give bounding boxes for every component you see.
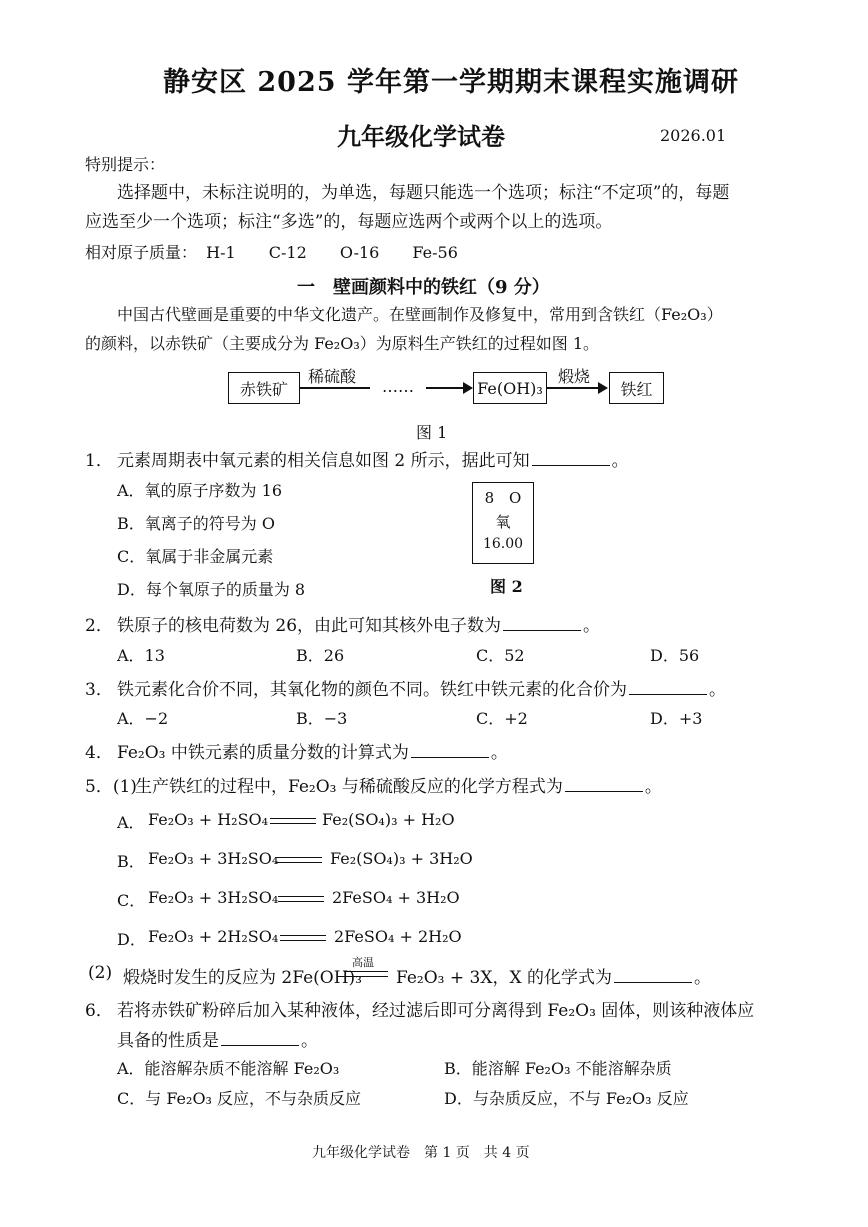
section-intro-2: 的颜料，以赤铁矿（主要成分为 Fe₂O₃）为原料生产铁红的过程如图 1。 [85, 334, 599, 353]
q5-option-b-right: Fe₂(SO₄)₃ + 3H₂O [330, 849, 473, 868]
question-1-end: 。 [611, 451, 629, 471]
element-number: 8 [484, 489, 495, 507]
equals-sign [278, 896, 324, 902]
q2-option-b[interactable]: B．26 [296, 646, 345, 665]
equals-sign [344, 971, 388, 977]
atomic-mass-row [85, 240, 458, 263]
q5-option-c-right: 2FeSO₄ + 3H₂O [332, 888, 460, 907]
equals-sign [270, 818, 316, 824]
question-5-stem: 生产铁红的过程中，Fe₂O₃ 与稀硫酸反应的化学方程式为 [135, 777, 563, 797]
flow-arrowhead-3 [598, 382, 608, 394]
atomic-mass-o: O-16 [339, 243, 380, 262]
question-2-number: 2． [85, 616, 113, 636]
question-5-end: 。 [644, 777, 662, 797]
element-mass: 16.00 [482, 536, 524, 552]
question-4-stem-row [117, 738, 508, 763]
question-4-end: 。 [490, 743, 508, 763]
q1-option-a[interactable]: A．氧的原子序数为 16 [117, 481, 283, 500]
q1-option-d[interactable]: D．每个氧原子的质量为 8 [117, 580, 306, 599]
q5-option-c-left: Fe₂O₃ + 3H₂SO₄ [148, 888, 279, 907]
notice-line-1: 选择题中，未标注说明的，为单选，每题只能选一个选项；标注“不定项”的，每题 [117, 183, 730, 203]
question-4-number: 4． [85, 743, 113, 763]
section-intro-1: 中国古代壁画是重要的中华文化遗产。在壁画制作及修复中，常用到含铁红（Fe₂O₃） [117, 305, 723, 324]
flow-dots: …… [382, 377, 414, 396]
flow-box-feoh3: Fe(OH)₃ [473, 372, 547, 404]
q5-option-d-right: 2FeSO₄ + 2H₂O [334, 927, 462, 946]
q5-option-a-label: A． [117, 813, 145, 832]
question-6-stem-2: 具备的性质是 [117, 1031, 219, 1051]
exam-date: 2026.01 [660, 126, 727, 145]
q6-option-c[interactable]: C．与 Fe₂O₃ 反应，不与杂质反应 [117, 1089, 362, 1108]
answer-blank[interactable] [614, 968, 692, 983]
q1-option-c[interactable]: C．氧属于非金属元素 [117, 547, 274, 566]
equals-sign [276, 857, 322, 863]
q6-option-a[interactable]: A．能溶解杂质不能溶解 Fe₂O₃ [117, 1059, 340, 1078]
figure-2-element-box [472, 482, 534, 564]
question-2-stem-row [117, 611, 600, 636]
notice-heading: 特别提示： [85, 155, 166, 174]
answer-blank[interactable] [503, 616, 581, 631]
question-3-end: 。 [709, 680, 726, 700]
question-5-number: 5．(1) [85, 777, 137, 797]
exam-title: 静安区 2025 学年第一学期期末课程实施调研 [163, 67, 739, 98]
page-footer: 九年级化学试卷 第 1 页 共 4 页 [312, 1145, 530, 1161]
q3-option-c[interactable]: C．+2 [476, 709, 528, 728]
question-3-stem-row [117, 675, 726, 700]
element-symbol: O [509, 489, 522, 507]
question-5-stem-row [135, 772, 662, 797]
flow-arrow-2-line [426, 387, 464, 389]
q1-option-b[interactable]: B．氧离子的符号为 O [117, 514, 275, 533]
element-name: 氧 [495, 513, 511, 531]
question-2-end: 。 [583, 616, 601, 636]
question-5-part-2-number: (2) [88, 963, 113, 983]
atomic-mass-c: C-12 [268, 243, 307, 262]
question-5-part-2-rest-row [396, 963, 711, 988]
question-4-stem: Fe₂O₃ 中铁元素的质量分数的计算式为 [117, 743, 409, 763]
flow-arrow-3-line [547, 387, 599, 389]
question-1-number: 1． [85, 451, 113, 471]
question-6-stem-1: 若将赤铁矿粉碎后加入某种液体，经过滤后即可分离得到 Fe₂O₃ 固体，则该种液体应 [117, 1001, 755, 1021]
question-6-end: 。 [301, 1031, 318, 1051]
flow-arrow-3-label: 煅烧 [558, 367, 591, 386]
flow-box-hematite: 赤铁矿 [228, 372, 300, 404]
answer-blank[interactable] [532, 451, 610, 466]
flow-arrow-1 [300, 387, 370, 389]
section-heading: 一 壁画颜料中的铁红（9 分） [297, 277, 550, 298]
answer-blank[interactable] [411, 743, 489, 758]
notice-line-2: 应选至少一个选项；标注“多选”的，每题应选两个或两个以上的选项。 [85, 212, 613, 232]
q3-option-a[interactable]: A．−2 [117, 709, 169, 728]
q5-option-b-label: B． [117, 852, 145, 871]
q3-option-d[interactable]: D．+3 [650, 709, 703, 728]
q2-option-d[interactable]: D．56 [650, 646, 700, 665]
q6-option-b[interactable]: B．能溶解 Fe₂O₃ 不能溶解杂质 [444, 1059, 672, 1078]
reaction-condition: 高温 [352, 956, 374, 969]
atomic-mass-h: H-1 [206, 243, 236, 262]
answer-blank[interactable] [565, 777, 643, 792]
q3-option-b[interactable]: B．−3 [296, 709, 348, 728]
question-3-number: 3． [85, 680, 113, 700]
question-1-stem-row [117, 446, 629, 471]
question-5-part-2-end: 。 [693, 968, 711, 988]
q2-option-c[interactable]: C．52 [476, 646, 525, 665]
q5-option-d-left: Fe₂O₃ + 2H₂SO₄ [148, 927, 279, 946]
atomic-mass-label: 相对原子质量： [85, 243, 198, 262]
question-3-stem: 铁元素化合价不同，其氧化物的颜色不同。铁红中铁元素的化合价为 [117, 680, 627, 700]
question-5-part-2-rest: Fe₂O₃ + 3X，X 的化学式为 [396, 968, 612, 988]
q5-option-a-left: Fe₂O₃ + H₂SO₄ [148, 810, 269, 829]
q5-option-b-left: Fe₂O₃ + 3H₂SO₄ [148, 849, 279, 868]
exam-subtitle: 九年级化学试卷 [337, 122, 505, 151]
q2-option-a[interactable]: A．13 [117, 646, 165, 665]
q5-option-c-label: C． [117, 891, 146, 910]
equals-sign [280, 935, 326, 941]
flow-arrow-1-label: 稀硫酸 [308, 367, 357, 386]
answer-blank[interactable] [629, 680, 707, 695]
q5-option-d-label: D． [117, 930, 146, 949]
question-1-stem: 元素周期表中氧元素的相关信息如图 2 所示，据此可知 [117, 451, 530, 471]
flow-arrowhead-2 [463, 382, 473, 394]
flow-box-iron-red: 铁红 [609, 372, 664, 404]
question-6-stem-2-row [117, 1026, 318, 1051]
answer-blank[interactable] [221, 1031, 299, 1046]
question-2-stem: 铁原子的核电荷数为 26，由此可知其核外电子数为 [117, 616, 502, 636]
question-5-part-2-stem: 煅烧时发生的反应为 2Fe(OH)₃ [123, 968, 362, 988]
element-number-symbol [473, 489, 533, 507]
q6-option-d[interactable]: D．与杂质反应，不与 Fe₂O₃ 反应 [444, 1089, 689, 1108]
figure-2-caption: 图 2 [490, 577, 523, 596]
atomic-mass-fe: Fe-56 [412, 243, 458, 262]
q5-option-a-right: Fe₂(SO₄)₃ + H₂O [322, 810, 455, 829]
figure-1-caption: 图 1 [416, 423, 448, 442]
question-6-number: 6． [85, 1001, 113, 1021]
